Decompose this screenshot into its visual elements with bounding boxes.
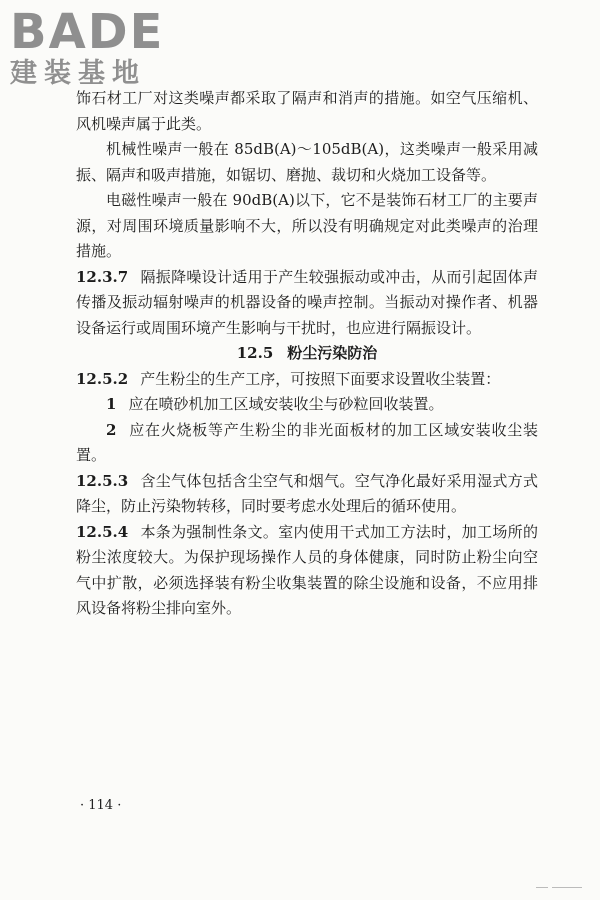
list-item-text: 应在火烧板等产生粉尘的非光面板材的加工区域安装收尘装置。 [76, 420, 538, 464]
logo-subtitle: 建装基地 [10, 58, 146, 89]
bade-logo [8, 4, 188, 90]
list-item-text: 应在喷砂机加工区域安装收尘与砂粒回收装置。 [128, 395, 444, 413]
clause-number: 12.5.3 [76, 471, 129, 490]
list-item [76, 418, 538, 469]
logo-word: BADE [10, 4, 165, 60]
corner-divider [552, 887, 582, 888]
clause-text: 含尘气体包括含尘空气和烟气。空气净化最好采用湿式方式降尘，防止污染物转移，同时要考虑水处理后的循环使用。 [76, 471, 538, 515]
clause-text: 本条为强制性条文。室内使用干式加工方法时，加工场所的粉尘浓度较大。为保护现场操作人员的身体健康，同时防止粉尘向空气中扩散，必须选择装有粉尘收集装置的除尘设施和设备，不应用排风设备将粉尘排向室外。 [76, 522, 538, 617]
list-item-number: 1 [106, 395, 117, 413]
page-number: · 114 · [80, 798, 122, 813]
clause-12-5-3 [76, 469, 538, 520]
list-item-number: 2 [106, 420, 117, 439]
paragraph-continued: 饰石材工厂对这类噪声都采取了隔声和消声的措施。如空气压缩机、风机噪声属于此类。 [76, 89, 538, 133]
paragraph-mechanical-noise: 机械性噪声一般在 85dB(A)～105dB(A)，这类噪声一般采用减振、隔声和吸声措施，如锯切、磨抛、裁切和火烧加工设备等。 [76, 140, 538, 184]
clause-number: 12.5.2 [76, 369, 129, 388]
paragraph-electromagnetic-noise: 电磁性噪声一般在 90dB(A)以下，它不是装饰石材工厂的主要声源，对周围环境质量影响不大，所以没有明确规定对此类噪声的治理措施。 [76, 191, 538, 260]
section-number: 12.5 [236, 344, 274, 362]
corner-divider [536, 887, 548, 888]
clause-text: 隔振降噪设计适用于产生较强振动或冲击，从而引起固体声传播及振动辐射噪声的机器设备的噪声控制。当振动对操作者、机器设备运行或周围环境产生影响与干扰时，也应进行隔振设计。 [76, 267, 538, 337]
page-body [76, 86, 538, 622]
section-title: 粉尘污染防治 [287, 344, 378, 362]
clause-12-3-7 [76, 265, 538, 342]
list-item [76, 392, 538, 418]
clause-number: 12.5.4 [76, 522, 129, 541]
section-heading [76, 341, 538, 367]
clause-number: 12.3.7 [76, 267, 129, 286]
clause-text: 产生粉尘的生产工序，可按照下面要求设置收尘装置： [140, 369, 501, 388]
clause-12-5-4 [76, 520, 538, 622]
clause-12-5-2 [76, 367, 538, 393]
